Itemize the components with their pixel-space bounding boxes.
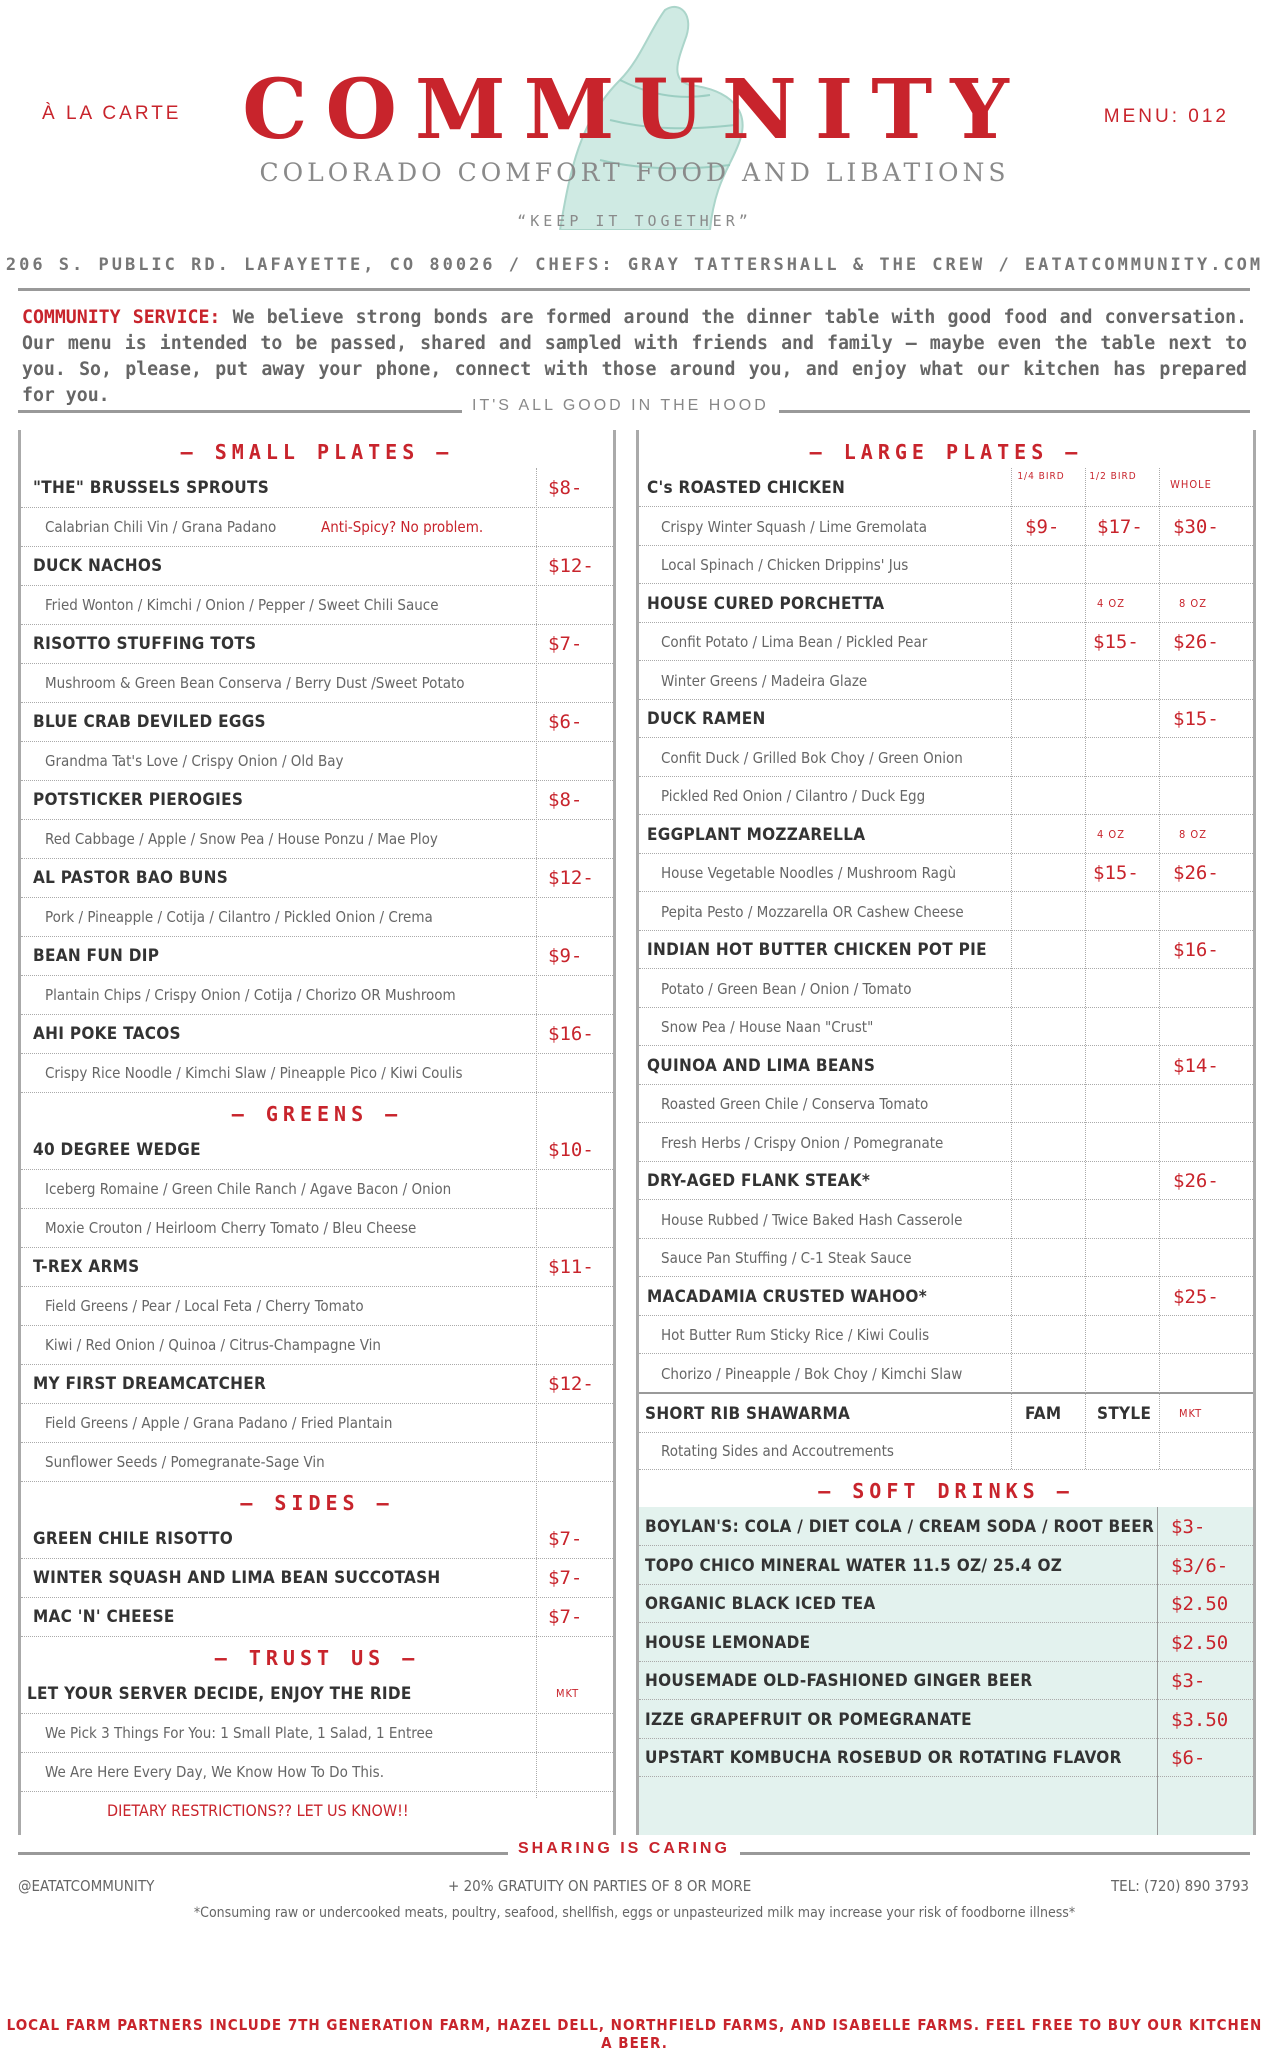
item-description: Potato / Green Bean / Onion / Tomato [661,979,912,998]
item-price: $30- [1173,515,1219,538]
portion-header: WHOLE [1170,478,1212,491]
menu-row [639,1431,1253,1470]
menu-row [21,1014,613,1054]
item-description: Field Greens / Pear / Local Feta / Cherry Tomato [45,1297,364,1315]
menu-row [639,1161,1253,1200]
menu-row [21,585,613,625]
portion-header: 1/2 BIRD [1089,471,1137,482]
item-name: DUCK NACHOS [33,556,163,576]
band-sharing-is-caring: SHARING IS CARING [508,1840,740,1858]
menu-row [639,1277,1253,1316]
drink-name: BOYLAN'S: COLA / DIET COLA / CREAM SODA / ROOT BEER [645,1517,1155,1537]
item-price: $10- [548,1139,594,1161]
item-price: $12- [548,867,594,889]
menu-row [21,975,613,1015]
item-description: Red Cabbage / Apple / Snow Pea / House Ponzu / Mae Ploy [45,830,438,848]
menu-row [639,1661,1253,1700]
intro-label: COMMUNITY SERVICE: [22,307,221,328]
price-divider [1011,468,1012,1469]
menu-row [639,969,1253,1008]
drink-price: $6- [1171,1747,1206,1769]
item-price: $26- [1173,1170,1219,1192]
price-divider [1159,468,1160,1469]
item-description: House Vegetable Noodles / Mushroom Ragù [661,864,957,882]
item-name: BEAN FUN DIP [33,946,160,966]
item-price: $7- [548,1528,583,1550]
menu-row [21,1169,613,1209]
menu-row [21,468,613,508]
menu-row [21,780,613,820]
item-price: $7- [548,1606,583,1628]
menu-row [639,622,1253,661]
item-name: HOUSE CURED PORCHETTA [647,593,885,614]
menu-row [639,1046,1253,1085]
menu-row [21,1208,613,1248]
social-handle: @EATATCOMMUNITY [18,1877,155,1895]
drink-price: $3/6- [1171,1554,1229,1577]
item-price: $16- [1173,939,1219,961]
portion-size: 8 OZ [1179,827,1208,841]
item-name: DRY-AGED FLANK STEAK* [647,1171,871,1191]
drink-name: HOUSEMADE OLD-FASHIONED GINGER BEER [645,1671,1033,1691]
menu-row [21,1053,613,1093]
menu-row [639,1623,1253,1662]
item-price: $15- [1093,631,1139,653]
drink-name: IZZE GRAPEFRUIT OR POMEGRANATE [645,1709,972,1730]
item-name: POTSTICKER PIEROGIES [33,790,244,810]
item-name: AL PASTOR BAO BUNS [33,868,229,888]
item-description: Pork / Pineapple / Cotija / Cilantro / Pickled Onion / Crema [45,908,433,926]
item-price: $16- [548,1023,594,1045]
foodborne-warning: *Consuming raw or undercooked meats, poultry, seafood, shellfish, eggs or unpasteurized milk may increase your risk of foodborne illness* [193,1905,1076,1921]
item-price: $26- [1173,862,1219,884]
item-name: WINTER SQUASH AND LIMA BEAN SUCCOTASH [33,1568,441,1588]
drink-name: ORGANIC BLACK ICED TEA [645,1594,876,1614]
item-description: Plantain Chips / Crispy Onion / Cotija / Chorizo OR Mushroom [45,986,456,1004]
menu-row [21,1558,613,1598]
item-description: Crispy Rice Noodle / Kimchi Slaw / Pineapple Pico / Kiwi Coulis [45,1064,463,1082]
price-divider [1085,468,1086,1469]
restaurant-name: COMMUNITY [242,62,1027,158]
item-price: MKT [556,1687,580,1700]
item-price: $11- [548,1256,594,1278]
menu-row [21,1519,613,1559]
portion-size: 4 OZ [1097,596,1126,610]
item-price: $9- [548,945,583,967]
menu-row [639,853,1253,892]
restaurant-tagline: “KEEP IT TOGETHER” [517,212,752,230]
band-good-in-the-hood: IT'S ALL GOOD IN THE HOOD [462,397,779,415]
item-price: $12- [548,555,594,577]
item-price: $14- [1173,1054,1219,1077]
restaurant-subtitle: COLORADO COMFORT FOOD AND LIBATIONS [259,158,1010,187]
item-description: Fresh Herbs / Crispy Onion / Pomegranate [661,1133,944,1152]
menu-row [639,507,1253,546]
menu-row [639,892,1253,931]
menu-row [21,819,613,859]
menu-row [21,1442,613,1482]
item-name: QUINOA AND LIMA BEANS [647,1055,876,1076]
item-description: Iceberg Romaine / Green Chile Ranch / Agave Bacon / Onion [45,1180,452,1198]
menu-number: MENU: 012 [1103,106,1229,127]
item-description: Calabrian Chili Vin / Grana Padano [45,518,277,536]
item-name: 40 DEGREE WEDGE [33,1140,201,1160]
item-name: SHORT RIB SHAWARMA [645,1404,851,1424]
menu-row [21,546,613,586]
menu-row [21,1403,613,1443]
section-title-small-plates: — SMALL PLATES — [180,440,454,464]
item-price: $6- [548,711,583,733]
menu-row [639,661,1253,700]
menu-row [21,663,613,703]
menu-row [639,1507,1253,1546]
item-price: $7- [548,1567,583,1589]
item-description: Confit Duck / Grilled Bok Choy / Green Onion [661,748,963,767]
dietary-note: DIETARY RESTRICTIONS?? LET US KNOW!! [107,1801,409,1820]
menu-row [21,1286,613,1326]
item-price: $15- [1173,708,1219,730]
menu-row [21,1674,613,1714]
drink-price: $3- [1171,1670,1206,1692]
item-name: DUCK RAMEN [647,709,766,729]
item-description: Sunflower Seeds / Pomegranate-Sage Vin [45,1453,325,1471]
menu-row [639,545,1253,584]
item-price: $12- [548,1373,594,1395]
intro-paragraph [22,305,1247,409]
item-name: RISOTTO STUFFING TOTS [33,634,257,654]
menu-row [639,1354,1253,1393]
menu-row [21,1364,613,1404]
item-description: Pickled Red Onion / Cilantro / Duck Egg [661,787,926,805]
item-price: $26- [1173,631,1219,653]
section-title-trust-us: — TRUST US — [214,1646,420,1670]
menu-row [21,1597,613,1637]
item-description: Snow Pea / House Naan "Crust" [661,1018,874,1036]
item-price: $9- [1025,515,1060,538]
menu-row [639,1315,1253,1354]
drink-price: $2.50 [1171,1593,1229,1615]
intro-text: We believe strong bonds are formed around the dinner table with good food and conversation. Our menu is intended to be passed, shared and sampled with friends and family – maybe even the table next to you. So, please, put away your phone, connect with those around you, and enjoy what our kitchen has prepared for you. [22,307,1247,406]
header-divider [18,288,1250,291]
drink-name: TOPO CHICO MINERAL WATER 11.5 OZ/ 25.4 OZ [645,1555,1063,1576]
menu-row [639,1546,1253,1585]
menu-row [21,897,613,937]
menu-row [639,1200,1253,1239]
item-name: LET YOUR SERVER DECIDE, ENJOY THE RIDE [27,1684,412,1704]
item-name: GREEN CHILE RISOTTO [33,1529,234,1549]
item-description: Confit Potato / Lima Bean / Pickled Pear [661,633,928,651]
item-description: Pepita Pesto / Mozzarella OR Cashew Cheese [661,902,964,921]
item-description: Moxie Crouton / Heirloom Cherry Tomato / Bleu Cheese [45,1219,417,1237]
item-price: MKT [1179,1407,1203,1420]
farm-partners: LOCAL FARM PARTNERS INCLUDE 7TH GENERATION FARM, HAZEL DELL, NORTHFIELD FARMS, AND ISABELLE FARMS. FEEL FREE TO BUY OUR KITCHEN A BEER. [6,2016,1263,2052]
item-description: Field Greens / Apple / Grana Padano / Fried Plantain [45,1414,393,1432]
menu-row [639,930,1253,969]
item-name: MACADAMIA CRUSTED WAHOO* [647,1286,928,1307]
item-name: BLUE CRAB DEVILED EGGS [33,712,266,732]
item-description: Hot Butter Rum Sticky Rice / Kiwi Coulis [661,1326,930,1344]
item-name: EGGPLANT MOZZARELLA [647,824,866,845]
item-price: $25- [1173,1285,1219,1308]
item-description: Sauce Pan Stuffing / C-1 Steak Sauce [661,1249,912,1267]
item-price: $15- [1093,862,1139,884]
menu-row [21,936,613,976]
item-name: MY FIRST DREAMCATCHER [33,1374,267,1394]
item-name: C's ROASTED CHICKEN [647,478,846,498]
item-description: Winter Greens / Madeira Glaze [661,671,868,690]
left-column [18,430,616,1835]
section-title-greens: — GREENS — [231,1102,403,1126]
menu-row [21,624,613,664]
price-divider [536,468,537,1798]
menu-row [639,815,1253,854]
menu-row [21,741,613,781]
menu-row [639,738,1253,777]
menu-row [639,776,1253,815]
item-description: We Pick 3 Things For You: 1 Small Plate, 1 Salad, 1 Entree [45,1724,434,1742]
menu-row [639,1238,1253,1277]
item-price: $17- [1097,515,1143,538]
gratuity-note: + 20% GRATUITY ON PARTIES OF 8 OR MORE [448,1877,752,1895]
item-description: Roasted Green Chile / Conserva Tomato [661,1095,929,1113]
menu-row [639,1007,1253,1046]
drink-price: $3- [1171,1516,1206,1538]
item-description: Chorizo / Pineapple / Bok Choy / Kimchi Slaw [661,1364,963,1383]
drink-name: HOUSE LEMONADE [645,1632,811,1653]
drink-price-divider [1157,1507,1158,1835]
item-description: Kiwi / Red Onion / Quinoa / Citrus-Champagne Vin [45,1336,381,1354]
menu-row [639,1700,1253,1739]
item-description: We Are Here Every Day, We Know How To Do This. [45,1763,384,1781]
menu-row [21,1752,613,1792]
telephone: TEL: (720) 890 3793 [1110,1877,1249,1895]
item-name: INDIAN HOT BUTTER CHICKEN POT PIE [647,940,987,960]
menu-row [21,1130,613,1170]
style-label: STYLE [1097,1404,1152,1424]
menu-row [21,1247,613,1287]
portion-header: 1/4 BIRD [1017,471,1065,482]
item-price: $8- [548,789,583,811]
drink-name: UPSTART KOMBUCHA ROSEBUD OR ROTATING FLAVOR [645,1748,1122,1768]
item-description: Crispy Winter Squash / Lime Gremolata [661,517,927,536]
drink-price: $2.50 [1171,1631,1229,1654]
portion-size: 8 OZ [1179,596,1208,610]
menu-row [639,468,1253,507]
section-title-sides: — SIDES — [240,1491,394,1515]
section-title-soft-drinks: — SOFT DRINKS — [818,1479,1074,1503]
portion-size: 4 OZ [1097,827,1126,841]
item-name: "THE" BRUSSELS SPROUTS [33,478,270,498]
menu-row [639,699,1253,738]
item-note: Anti-Spicy? No problem. [321,518,484,536]
menu-row [639,1738,1253,1777]
menu-row [639,1584,1253,1623]
menu-row [21,702,613,742]
menu-row [21,858,613,898]
menu-row [21,1713,613,1753]
menu-row [21,507,613,547]
section-title-large-plates: — LARGE PLATES — [809,440,1083,464]
item-name: T-REX ARMS [33,1257,140,1277]
menu-row [639,1123,1253,1162]
item-price: $7- [548,633,583,655]
menu-row [639,584,1253,623]
item-description: Local Spinach / Chicken Drippins' Jus [661,556,909,574]
drink-price: $3.50 [1171,1708,1229,1731]
item-description: Mushroom & Green Bean Conserva / Berry Dust /Sweet Potato [45,674,465,692]
item-description: Grandma Tat's Love / Crispy Onion / Old Bay [45,752,344,770]
item-price: $8- [548,477,583,499]
right-column [636,430,1256,1835]
item-description: House Rubbed / Twice Baked Hash Casserole [661,1210,963,1229]
item-description: Rotating Sides and Accoutrements [661,1441,894,1460]
fam-label: FAM [1025,1404,1062,1424]
address-line: 206 S. PUBLIC RD. LAFAYETTE, CO 80026 / CHEFS: GRAY TATTERSHALL & THE CREW / EATATCOMMUNITY.COM [5,255,1264,275]
item-description: Fried Wonton / Kimchi / Onion / Pepper / Sweet Chili Sauce [45,596,439,614]
item-name: AHI POKE TACOS [33,1024,181,1044]
item-name: MAC 'N' CHEESE [33,1607,175,1627]
menu-row [21,1325,613,1365]
menu-row [639,1392,1253,1433]
a-la-carte-label: À LA CARTE [42,103,182,124]
menu-row [639,1084,1253,1123]
